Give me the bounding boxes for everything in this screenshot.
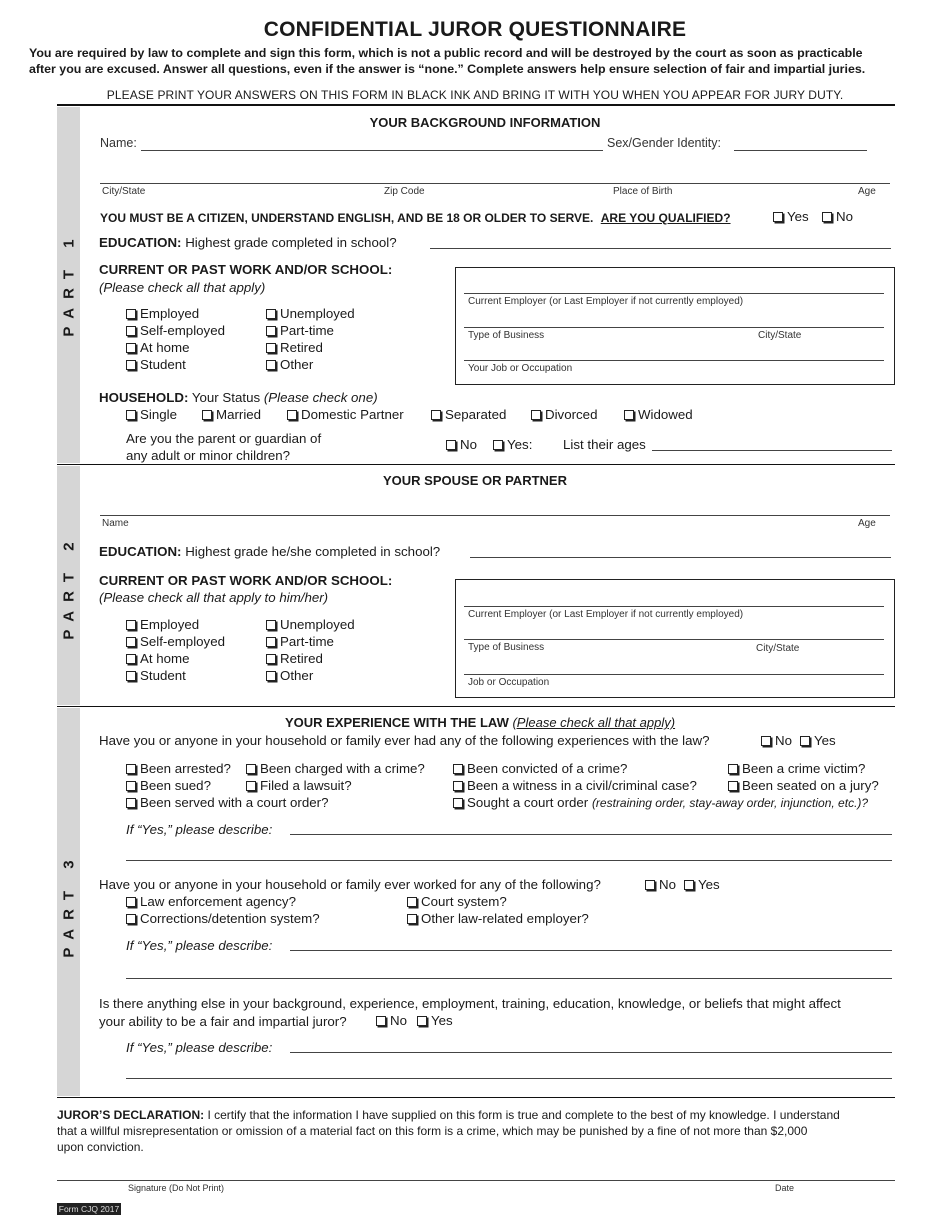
- print-note: PLEASE PRINT YOUR ANSWERS ON THIS FORM IN BLACK INK AND BRING IT WITH YOU WHEN YOU APPEAR FOR JURY DUTY.: [106, 88, 844, 102]
- household-domestic-partner[interactable]: Domestic Partner: [287, 407, 404, 422]
- part2-sidebar: [57, 466, 80, 705]
- describe-2-field-2[interactable]: [126, 978, 892, 979]
- education-field[interactable]: [430, 248, 891, 249]
- describe-1-label: If “Yes,” please describe:: [126, 822, 273, 837]
- exp-lawsuit[interactable]: Filed a lawsuit?: [246, 778, 352, 793]
- describe-1-field[interactable]: [290, 834, 892, 835]
- part3-sidebar: [57, 708, 80, 1096]
- household-row: HOUSEHOLD: Your Status (Please check one): [99, 390, 378, 405]
- describe-3-label: If “Yes,” please describe:: [126, 1040, 273, 1055]
- part1-label: PART 1: [60, 230, 78, 337]
- work-part-time[interactable]: Part-time: [266, 323, 334, 338]
- spouse-work-part-time[interactable]: Part-time: [266, 634, 334, 649]
- worked-question: Have you or anyone in your household or family ever worked for any of the following?: [99, 877, 601, 892]
- anything-else-no[interactable]: No: [376, 1013, 407, 1028]
- exp-sued[interactable]: Been sued?: [126, 778, 211, 793]
- exp-charged[interactable]: Been charged with a crime?: [246, 761, 425, 776]
- part3-label: PART 3: [60, 851, 78, 958]
- household-widowed[interactable]: Widowed: [624, 407, 693, 422]
- ages-field[interactable]: [652, 450, 892, 451]
- exp-convicted[interactable]: Been convicted of a crime?: [453, 761, 627, 776]
- name-label: Name:: [100, 136, 137, 150]
- exp-victim[interactable]: Been a crime victim?: [728, 761, 865, 776]
- spouse-work-unemployed[interactable]: Unemployed: [266, 617, 355, 632]
- intro-line-1: You are required by law to complete and sign this form, which is not a public record and will be destroyed by the court as soon as practicable: [29, 46, 863, 60]
- business-label: Type of Business: [468, 330, 545, 341]
- employer-field[interactable]: [464, 293, 884, 294]
- spouse-work-student[interactable]: Student: [126, 668, 186, 683]
- spouse-employer-field[interactable]: [464, 606, 884, 607]
- education-row: EDUCATION: Highest grade completed in school?: [99, 235, 397, 250]
- work-at-home[interactable]: At home: [126, 340, 190, 355]
- spouse-employer-label: Current Employer (or Last Employer if not currently employed): [468, 609, 744, 620]
- work-self-employed[interactable]: Self-employed: [126, 323, 225, 338]
- work-employed[interactable]: Employed: [126, 306, 199, 321]
- spouse-business-label: Type of Business: [468, 642, 545, 653]
- qualified-yes[interactable]: Yes: [773, 209, 809, 224]
- exp-served-order[interactable]: Been served with a court order?: [126, 795, 328, 810]
- form-title: CONFIDENTIAL JUROR QUESTIONNAIRE: [263, 18, 687, 41]
- qualified-text: YOU MUST BE A CITIZEN, UNDERSTAND ENGLISH, AND BE 18 OR OLDER TO SERVE.: [100, 211, 594, 225]
- work-sub: (Please check all that apply): [99, 280, 266, 295]
- law-question: Have you or anyone in your household or family ever had any of the following experiences with the law?: [99, 733, 710, 748]
- spouse-job-label: Job or Occupation: [468, 677, 550, 688]
- part1-sidebar: [57, 107, 80, 463]
- part3-heading-row: [85, 715, 875, 730]
- zip-label: Zip Code: [384, 186, 425, 197]
- qualified-question: ARE YOU QUALIFIED?: [600, 211, 731, 225]
- spouse-job-field[interactable]: [464, 674, 884, 675]
- work-unemployed[interactable]: Unemployed: [266, 306, 355, 321]
- spouse-age-label: Age: [858, 518, 876, 529]
- parent-yes[interactable]: Yes:: [493, 437, 532, 452]
- top-rule: [57, 104, 895, 106]
- age-label: Age: [858, 186, 876, 197]
- household-separated[interactable]: Separated: [431, 407, 506, 422]
- spouse-employer-box: [455, 579, 895, 698]
- spouse-work-sub: (Please check all that apply to him/her): [99, 590, 329, 605]
- law-no[interactable]: No: [761, 733, 792, 748]
- part1-heading: YOUR BACKGROUND INFORMATION: [369, 115, 601, 130]
- declaration: JUROR’S DECLARATION: I certify that the information I have supplied on this form is true and complete to the best of my knowledge. I understand that a willful misrepresentation or omission of a material fact on this form is a crime, which may be punished by a fine of not more than $2,000 upon conviction.: [57, 1108, 840, 1154]
- spouse-city-label: City/State: [756, 643, 800, 654]
- signature-line[interactable]: [57, 1180, 895, 1181]
- describe-2-field[interactable]: [290, 950, 892, 951]
- part1-divider: [57, 464, 895, 465]
- spouse-name-label: Name: [102, 518, 129, 529]
- checkbox[interactable]: [822, 212, 832, 222]
- address-field[interactable]: [100, 183, 890, 184]
- intro-line-2: after you are excused. Answer all questions, even if the answer is “none.” Complete answers help ensure selection of fair and impartial juries.: [29, 62, 866, 76]
- parent-no[interactable]: No: [446, 437, 477, 452]
- worked-court-system[interactable]: Court system?: [407, 894, 507, 909]
- intro-text: [29, 45, 909, 77]
- household-single[interactable]: Single: [126, 407, 177, 422]
- spouse-work-at-home[interactable]: At home: [126, 651, 190, 666]
- city-state-label: City/State: [102, 186, 146, 197]
- bottom-rule: [57, 1097, 895, 1098]
- describe-2-label: If “Yes,” please describe:: [126, 938, 273, 953]
- spouse-work-employed[interactable]: Employed: [126, 617, 199, 632]
- spouse-business-field[interactable]: [464, 639, 884, 640]
- law-yes[interactable]: Yes: [800, 733, 836, 748]
- employer-label: Current Employer (or Last Employer if not currently employed): [468, 296, 744, 307]
- list-ages-label: List their ages: [563, 437, 646, 452]
- spouse-name-field[interactable]: [100, 515, 890, 516]
- qualified-no[interactable]: No: [822, 209, 853, 224]
- spouse-education-field[interactable]: [470, 557, 891, 558]
- exp-jury[interactable]: Been seated on a jury?: [728, 778, 879, 793]
- household-divorced[interactable]: Divorced: [531, 407, 597, 422]
- describe-3-field-2[interactable]: [126, 1078, 892, 1079]
- part3-heading-sub: (Please check all that apply): [512, 715, 676, 730]
- describe-3-field[interactable]: [290, 1052, 892, 1053]
- exp-witness[interactable]: Been a witness in a civil/criminal case?: [453, 778, 697, 793]
- spouse-work-self-employed[interactable]: Self-employed: [126, 634, 225, 649]
- spouse-work-heading: CURRENT OR PAST WORK AND/OR SCHOOL:: [99, 573, 393, 588]
- spouse-education-row: EDUCATION: Highest grade he/she completed in school?: [99, 544, 441, 559]
- work-heading: CURRENT OR PAST WORK AND/OR SCHOOL:: [99, 262, 393, 277]
- job-field[interactable]: [464, 360, 884, 361]
- date-label: Date: [775, 1183, 795, 1193]
- qualified-row: [100, 211, 731, 225]
- work-student[interactable]: Student: [126, 357, 186, 372]
- employer-box: [455, 267, 895, 385]
- part2-heading: YOUR SPOUSE OR PARTNER: [383, 473, 567, 488]
- exp-arrested[interactable]: Been arrested?: [126, 761, 231, 776]
- birthplace-label: Place of Birth: [613, 186, 673, 197]
- household-married[interactable]: Married: [202, 407, 261, 422]
- spouse-work-retired[interactable]: Retired: [266, 651, 323, 666]
- employer-city-label: City/State: [758, 330, 802, 341]
- parent-question: Are you the parent or guardian of any adult or minor children?: [126, 431, 322, 463]
- worked-no[interactable]: No: [645, 877, 676, 892]
- gender-field[interactable]: [734, 150, 867, 151]
- part2-label: PART 2: [60, 533, 78, 640]
- name-field[interactable]: [141, 150, 603, 151]
- job-label: Your Job or Occupation: [468, 363, 573, 374]
- checkbox[interactable]: [773, 212, 783, 222]
- work-retired[interactable]: Retired: [266, 340, 323, 355]
- work-other[interactable]: Other: [266, 357, 313, 372]
- business-field[interactable]: [464, 327, 884, 328]
- part3-heading: YOUR EXPERIENCE WITH THE LAW: [284, 715, 509, 730]
- part2-divider: [57, 706, 895, 707]
- spouse-work-other[interactable]: Other: [266, 668, 313, 683]
- anything-else-yes[interactable]: Yes: [417, 1013, 453, 1028]
- form-id: Form CJQ 2017: [58, 1204, 120, 1214]
- exp-sought-order[interactable]: Sought a court order (restraining order, stay-away order, injunction, etc.)?: [453, 795, 868, 810]
- worked-other-law[interactable]: Other law-related employer?: [407, 911, 589, 926]
- signature-label: Signature (Do Not Print): [128, 1183, 225, 1193]
- declaration-label: JUROR’S DECLARATION:: [57, 1108, 205, 1122]
- describe-1-field-2[interactable]: [126, 860, 892, 861]
- worked-law-enforcement[interactable]: Law enforcement agency?: [126, 894, 296, 909]
- gender-label: Sex/Gender Identity:: [607, 136, 721, 150]
- worked-yes[interactable]: Yes: [684, 877, 720, 892]
- worked-corrections[interactable]: Corrections/detention system?: [126, 911, 320, 926]
- anything-else-question: Is there anything else in your background, experience, employment, training, education, knowledge, or beliefs that might affect your ability to be a fair and impartial juror?: [99, 996, 841, 1029]
